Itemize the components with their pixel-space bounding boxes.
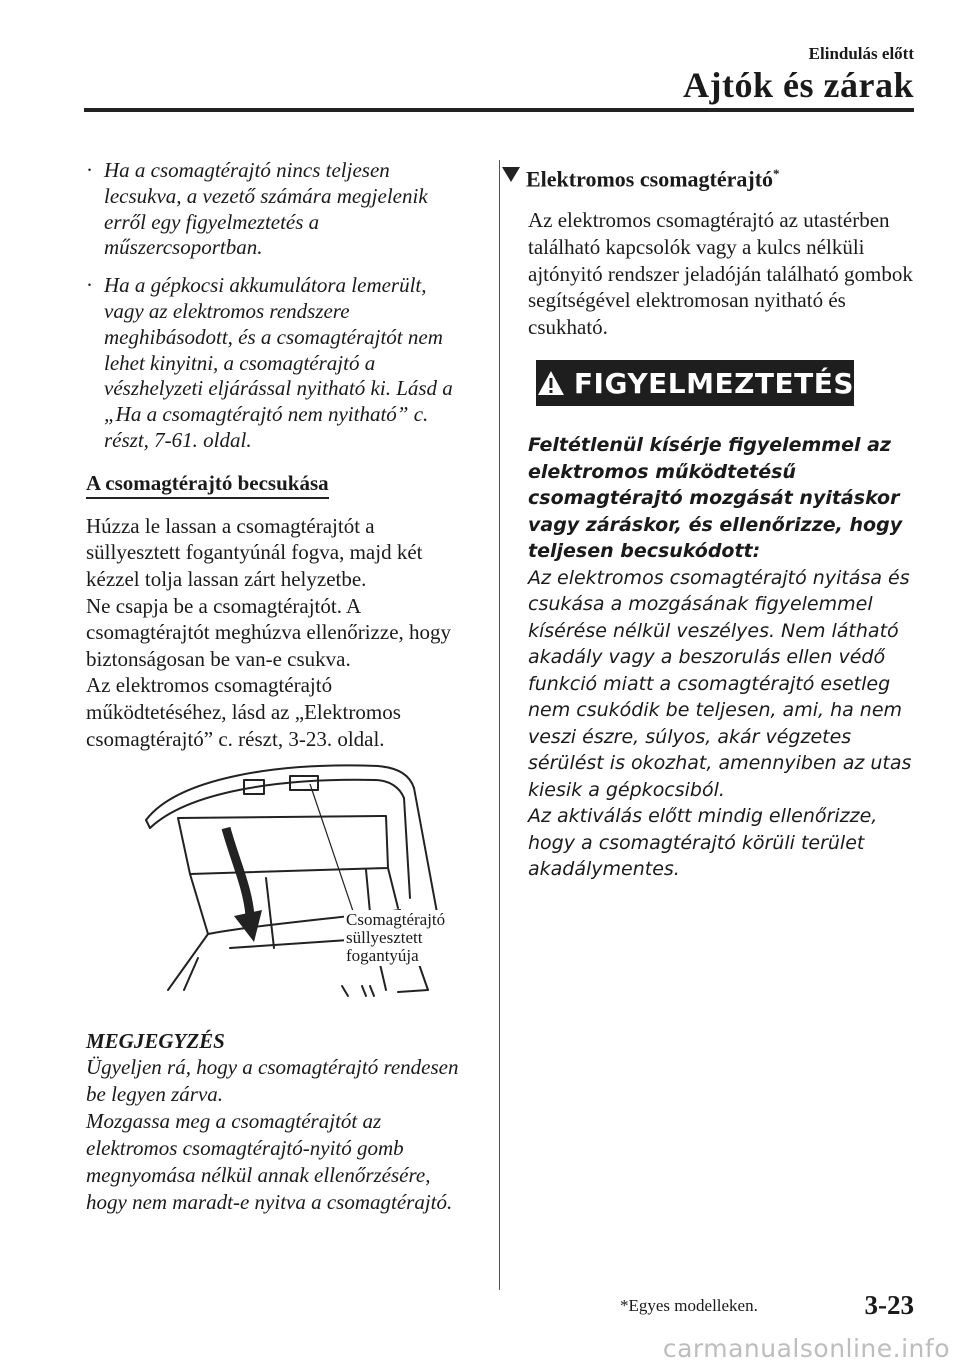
paragraph-line: Ne csapja be a csomagtérajtót. A csomagtérajtót meghúzva ellenőrizze, hogy biztonságosan be van-e csukva. — [86, 593, 452, 671]
warning-label: FIGYELMEZTETÉS — [573, 366, 854, 400]
watermark: carmanualsonline.info — [662, 1334, 950, 1363]
callout-line: süllyesztett — [346, 928, 423, 948]
page-title: Ajtók és zárak — [683, 65, 914, 105]
triangle-down-icon — [502, 167, 520, 182]
bullet-dot: · — [86, 273, 93, 298]
note-line: Ügyeljen rá, hogy a csomagtérajtó rendesen be legyen zárva. — [86, 1055, 459, 1107]
warning-triangle-icon — [536, 369, 566, 397]
paragraph-line: Az elektromos csomagtérajtó működtetéséhez, lásd az „Elektromos csomagtérajtó” c. részt, 3-23. oldal. — [86, 673, 401, 751]
bullet-dot: · — [86, 158, 93, 182]
column-divider — [499, 160, 500, 1290]
bullet-item — [86, 273, 470, 454]
subheading-closing: A csomagtérajtó becsukása — [86, 470, 329, 499]
section-label: Elindulás előtt — [808, 44, 914, 63]
note-heading: MEGJEGYZÉS — [86, 1029, 225, 1054]
left-column — [86, 158, 470, 1216]
paragraph-line: Húzza le lassan a csomagtérajtót a süllyesztett fogantyúnál fogva, majd két kézzel tolja lassan zárt helyzetbe. — [86, 513, 423, 591]
heading-label: Elektromos csomagtérajtó — [526, 166, 774, 192]
bullet-text: Ha a csomagtérajtó nincs teljesen lecsukva, a vezető számára megjelenik erről egy figyelmeztetés a műszercsoportban. — [104, 158, 428, 260]
handle-callout — [344, 910, 447, 966]
paragraph — [86, 513, 470, 752]
bullet-item — [86, 158, 470, 261]
callout-line: Csomagtérajtó — [346, 910, 446, 930]
warning-text: Az elektromos csomagtérajtó nyitása és csukása a mozgásának figyelemmel kísérése nélkül veszélyes. Nem látható akadály vagy a beszorulás ellen védő funkció miatt a csomagtérajtó esetleg nem csukódik be teljesen, ami, ha nem veszi észre, súlyos, akár végzetes sérülést is okozhat, amennyiben az utas kiesik a gépkocsiból. — [528, 566, 912, 801]
bullet-text: Ha a gépkocsi akkumulátora lemerült, vagy az elektromos rendszere meghibásodott, és a csomagtérajtót nem lehet kinyitni, a csomagtérajtó a vészhelyzeti eljárással nyitható ki. Lásd a „Ha a csomagtérajtó nem nyitható” c. részt, 7-61. oldal. — [104, 273, 453, 452]
warning-bold-text: Feltétlenül kísérje figyelemmel az elektromos működtetésű csomagtérajtó mozgását nyitáskor vagy záráskor, és ellenőrizze, hogy teljesen becsukódott: — [528, 434, 903, 563]
section-heading-text — [526, 160, 780, 193]
footnote-mark: * — [773, 166, 780, 181]
header-rule — [84, 108, 914, 112]
footnote: *Egyes modelleken. — [620, 1296, 758, 1315]
right-column — [528, 160, 920, 883]
note-line: Mozgassa meg a csomagtérajtót az elektromos csomagtérajtó-nyitó gomb megnyomása nélkül annak ellenőrzésére, hogy nem maradt-e nyitva a csomagtérajtó. — [86, 1109, 453, 1215]
tailgate-illustration — [138, 758, 446, 998]
callout-line: fogantyúja — [346, 946, 419, 966]
section-heading — [502, 160, 920, 193]
section-body: Az elektromos csomagtérajtó az utastérben található kapcsolók vagy a kulcs nélküli ajtónyitó rendszer jeladóján található gombok segítségével elektromosan nyitható és csukható. — [528, 208, 913, 339]
warning-banner — [536, 360, 854, 406]
warning-text: Az aktiválás előtt mindig ellenőrizze, hogy a csomagtérajtó körüli terület akadálymentes. — [528, 805, 878, 881]
page-number: 3-23 — [864, 1290, 914, 1320]
